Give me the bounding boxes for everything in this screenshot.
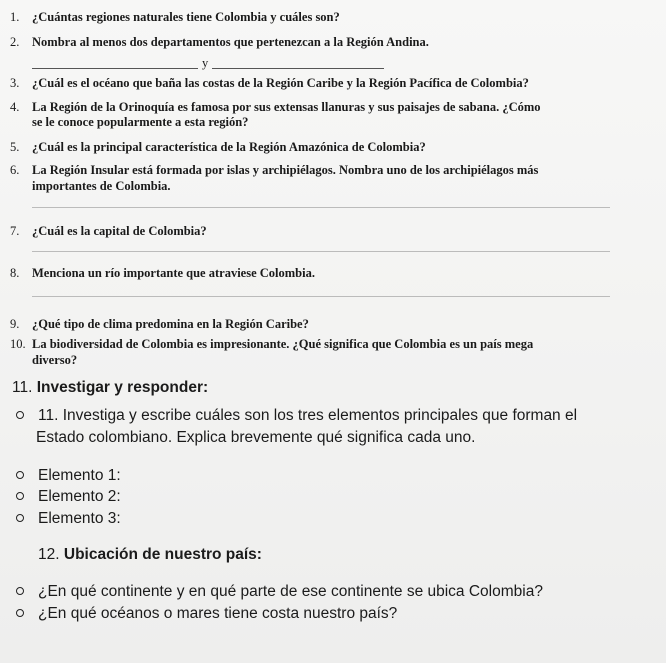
question-6: [10, 162, 538, 178]
question-text: Nombra al menos dos departamentos que pertenezcan a la Región Andina.: [32, 35, 429, 49]
bullet-icon: [16, 514, 24, 522]
bullet-icon: [16, 411, 24, 419]
section-12-item-1: [16, 582, 543, 602]
bullet-icon: [16, 471, 24, 479]
section-12-heading: [38, 545, 262, 565]
item-text: ¿En qué continente y en qué parte de ese continente se ubica Colombia?: [38, 583, 543, 600]
question-number: 8.: [10, 266, 20, 280]
question-text: ¿Cuál es el océano que baña las costas de la Región Caribe y la Región Pacífica de Colombia?: [32, 76, 529, 90]
question-10: [10, 336, 533, 352]
question-text: Menciona un río importante que atraviese Colombia.: [32, 266, 315, 280]
item-text: ¿En qué océanos o mares tiene costa nuestro país?: [38, 605, 398, 622]
section-title: Ubicación de nuestro país:: [63, 546, 262, 563]
bullet-icon: [16, 587, 24, 595]
question-number: 7.: [10, 224, 20, 238]
question-6-continuation: importantes de Colombia.: [32, 179, 171, 193]
question-number: 9.: [10, 317, 20, 331]
blank-connector: y: [202, 56, 209, 70]
question-10-continuation: diverso?: [32, 353, 78, 367]
question-7: [10, 223, 207, 239]
question-5: [10, 139, 426, 155]
element-label: Elemento 2:: [38, 488, 121, 505]
question-text: La Región Insular está formada por islas y archipiélagos. Nombra uno de los archipiélagos más: [32, 163, 539, 177]
element-item-3: [16, 509, 121, 529]
question-number: 4.: [10, 100, 20, 114]
element-item-2: [16, 487, 121, 507]
section-number: 12.: [38, 546, 60, 563]
task-line-1: 11. Investiga y escribe cuáles son los tres elementos principales que forman el: [38, 407, 578, 424]
question-number: 5.: [10, 140, 20, 154]
section-12-item-2: [16, 604, 397, 624]
answer-blank-1[interactable]: [32, 68, 198, 69]
section-11-task: [16, 406, 577, 426]
question-number: 3.: [10, 76, 20, 90]
question-number: 6.: [10, 163, 20, 177]
question-text: ¿Cuál es la principal característica de la Región Amazónica de Colombia?: [32, 140, 426, 154]
question-8: [10, 265, 315, 281]
question-9: [10, 316, 309, 332]
answer-line-8[interactable]: [32, 296, 610, 297]
question-number: 10.: [10, 337, 26, 351]
question-number: 1.: [10, 10, 20, 24]
answer-line-6[interactable]: [32, 207, 610, 208]
section-number: 11.: [12, 379, 33, 396]
question-1: [10, 9, 340, 25]
answer-blank-2[interactable]: [212, 68, 384, 69]
question-text: ¿Cuál es la capital de Colombia?: [32, 224, 207, 238]
question-2: [10, 34, 429, 50]
question-4-continuation: se le conoce popularmente a esta región?: [32, 115, 249, 129]
question-3: [10, 75, 529, 91]
bullet-icon: [16, 609, 24, 617]
section-11-heading: [12, 378, 208, 398]
question-text: La Región de la Orinoquía es famosa por sus extensas llanuras y sus paisajes de sabana. ¿Cómo: [32, 100, 541, 114]
question-4: [10, 99, 541, 115]
element-item-1: [16, 466, 121, 486]
question-text: ¿Qué tipo de clima predomina en la Región Caribe?: [32, 317, 309, 331]
element-label: Elemento 3:: [38, 510, 121, 527]
section-title: Investigar y responder:: [36, 379, 209, 396]
section-11-task-continuation: Estado colombiano. Explica brevemente qué significa cada uno.: [36, 429, 476, 446]
question-text: La biodiversidad de Colombia es impresionante. ¿Qué significa que Colombia es un país mega: [32, 337, 534, 351]
element-label: Elemento 1:: [38, 467, 121, 484]
question-text: ¿Cuántas regiones naturales tiene Colombia y cuáles son?: [32, 10, 340, 24]
answer-line-7[interactable]: [32, 251, 610, 252]
bullet-icon: [16, 492, 24, 500]
question-number: 2.: [10, 35, 20, 49]
